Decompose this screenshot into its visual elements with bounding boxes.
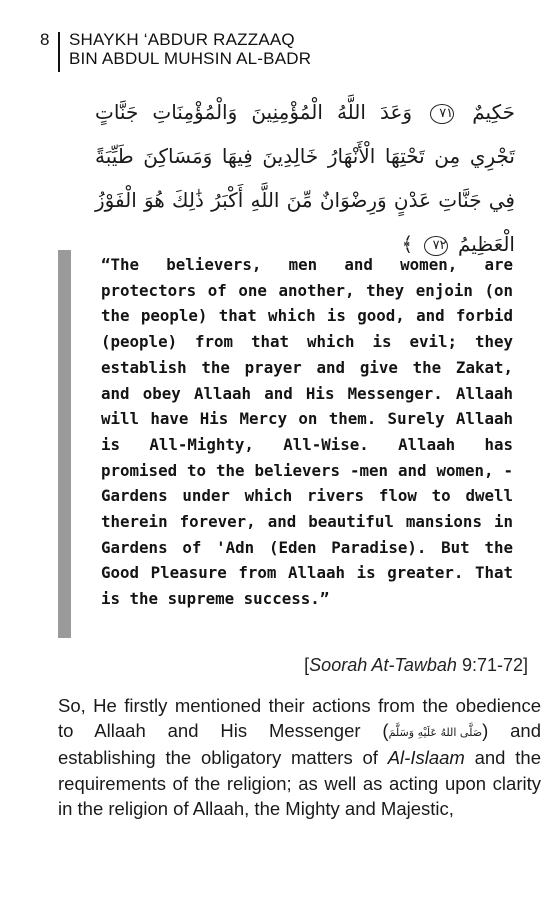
book-title-line-1: SHAYKH ‘ABDUR RAZZAAQ (68, 30, 295, 49)
arabic-verse-text (95, 90, 515, 266)
body-term-al-islaam: Al-Islaam (387, 747, 465, 769)
translation-quote: “The believers, men and women, are protectors of one another, they enjoin (on the people) that which is good, and forbid (people) from that which is evil; they establish the prayer and give the Zakat, and obey Allaah and His Messenger. Allaah will have His Mercy on them. Surely Allaah is All-Mighty, All-Wise. Allaah has promised to the believers -men and women, - Gardens under which rivers flow to dwell therein forever, and beautiful mansions in Gardens of 'Adn (Eden Paradise). But the Good Pleasure from Allaah is greater. That is the supreme success.” (101, 255, 513, 609)
verse-citation (304, 654, 528, 676)
arabic-verse-part-1: حَكِيمٌ (472, 100, 516, 124)
quote-side-bar (58, 250, 71, 638)
body-text-part-3: and the requirements of the religion; as well as acting upon clarity in the religion of Allaah, the Mighty and Majestic, (58, 747, 541, 820)
body-text-part-2: ) and establishing the obligatory matters of (58, 720, 542, 769)
body-text-part-1: So, He firstly mentioned their actions from the obedience to Allaah and His Messenger ( (58, 695, 541, 742)
body-paragraph (58, 693, 541, 821)
running-header (40, 30, 311, 72)
verse-number-marker-72: ٧٢ (424, 236, 448, 256)
citation-reference: 9:71-72] (456, 655, 528, 675)
book-title-line-2: BIN ABDUL MUHSIN AL-BADR (68, 49, 312, 68)
verse-number-marker-71: ٧١ (430, 104, 454, 124)
citation-open-bracket: [ (304, 655, 310, 675)
page-number: 8 (40, 30, 50, 49)
salutation-glyph: صَلَّى اللهُ عَلَيْهِ وَسَلَّمَ (388, 725, 483, 739)
arabic-verse-part-2: وَعَدَ اللَّهُ الْمُؤْمِنِينَ وَالْمُؤْمِنَاتِ جَنَّاتٍ تَجْرِي مِن تَحْتِهَا الْأَنْهَارُ خَالِدِينَ فِيهَا وَمَسَاكِنَ طَيِّبَةً فِي جَنَّاتِ عَدْنٍ وَرِضْوَانٌ مِّنَ اللَّهِ أَكْبَرُ ذَٰلِكَ هُوَ الْفَوْزُ الْعَظِيمُ (95, 100, 515, 256)
citation-surah-name: Soorah At-Tawbah (309, 655, 457, 675)
book-title (60, 30, 311, 68)
closing-ornament: ﴾ (401, 232, 414, 256)
